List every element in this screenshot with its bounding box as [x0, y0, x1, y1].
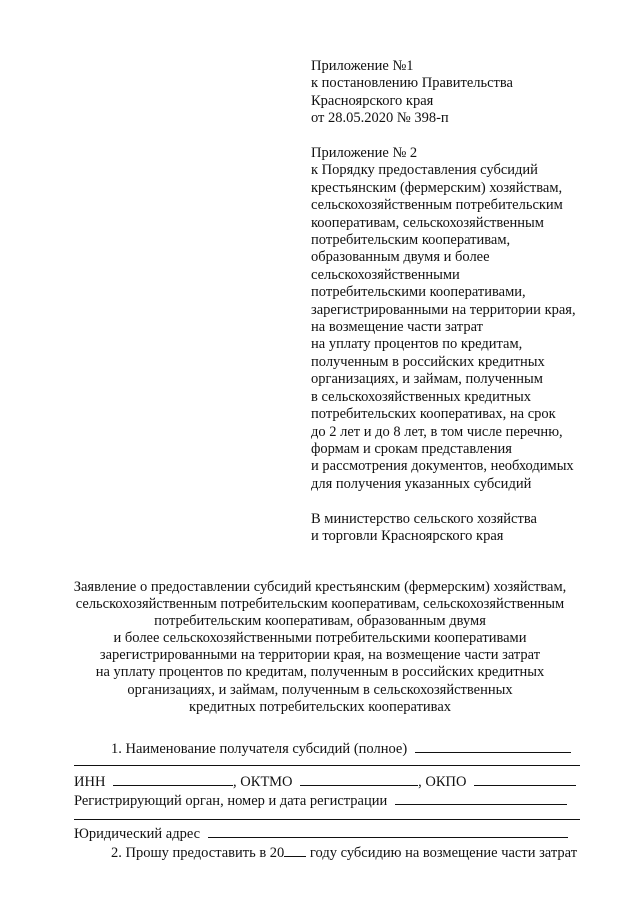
year-field[interactable]	[284, 842, 306, 857]
annex-2-line: на возмещение части затрат	[311, 319, 483, 336]
recipient-name-field[interactable]	[415, 738, 571, 753]
okpo-field[interactable]	[474, 771, 576, 786]
oktmo-field[interactable]	[300, 771, 418, 786]
legal-address-label: Юридический адрес	[74, 826, 201, 842]
item-2-text-start: 2. Прошу предоставить в 20	[111, 845, 285, 861]
annex-1-line: от 28.05.2020 № 398-п	[311, 110, 449, 127]
registration-line	[74, 790, 567, 810]
okpo-label: , ОКПО	[418, 774, 467, 790]
annex-2-line: сельскохозяйственным потребительским	[311, 197, 563, 214]
recipient-name-label: 1. Наименование получателя субсидий (полное)	[111, 741, 408, 757]
annex-2-line: кооперативам, сельскохозяйственным	[311, 214, 544, 231]
application-title-line: Заявление о предоставлении субсидий крестьянским (фермерским) хозяйствам,	[73, 579, 567, 595]
application-title-line: организациях, и займам, полученным в сельскохозяйственных	[127, 681, 513, 698]
registration-label: Регистрирующий орган, номер и дата регистрации	[74, 793, 388, 809]
legal-address-line	[74, 823, 568, 843]
item-1-line	[111, 738, 571, 758]
application-title-line: и более сельскохозяйственными потребительскими кооперативами	[113, 630, 527, 647]
annex-2-line: полученным в российских кредитных	[311, 353, 545, 370]
legal-address-field[interactable]	[208, 823, 568, 838]
annex-2-line: на уплату процентов по кредитам,	[311, 336, 523, 353]
annex-2-header	[311, 145, 576, 493]
item-2-line	[111, 842, 577, 862]
inn-field[interactable]	[113, 771, 233, 786]
annex-2-line: для получения указанных субсидий	[311, 475, 532, 492]
annex-2-line: зарегистрированными на территории края,	[311, 301, 576, 318]
registration-continuation-line[interactable]	[74, 819, 580, 820]
annex-2-line: потребительских кооперативах, на срок	[311, 406, 556, 423]
application-title-line: кредитных потребительских кооперативах	[188, 698, 452, 715]
recipient-name-continuation-line[interactable]	[74, 765, 580, 766]
annex-2-line: к Порядку предоставления субсидий	[311, 162, 538, 179]
annex-2-line: Приложение № 2	[311, 145, 418, 161]
annex-2-line: крестьянским (фермерским) хозяйствам,	[311, 179, 563, 196]
annex-2-line: потребительским кооперативам,	[311, 232, 511, 249]
annex-2-line: сельскохозяйственными	[311, 266, 460, 283]
annex-1-header	[311, 58, 513, 128]
addressee-line: и торговли Красноярского края	[311, 528, 504, 545]
annex-2-line: формам и срокам представления	[311, 440, 512, 457]
item-2-text-end: году субсидию на возмещение части затрат	[309, 845, 578, 861]
annex-2-line: до 2 лет и до 8 лет, в том числе перечню,	[311, 423, 563, 440]
annex-2-line: образованным двумя и более	[311, 249, 490, 266]
annex-1-line: к постановлению Правительства	[311, 75, 513, 92]
annex-2-line: организациях, и займам, полученным	[311, 371, 543, 388]
application-title-line: на уплату процентов по кредитам, полученным в российских кредитных	[95, 664, 545, 681]
application-title-line: зарегистрированными на территории края, на возмещение части затрат	[99, 647, 541, 664]
addressee	[311, 511, 537, 546]
registration-field[interactable]	[395, 790, 567, 805]
addressee-line: В министерство сельского хозяйства	[311, 511, 537, 527]
annex-2-line: потребительскими кооперативами,	[311, 284, 526, 301]
annex-2-line: и рассмотрения документов, необходимых	[311, 458, 574, 475]
application-title-line: сельскохозяйственным потребительским кооперативам, сельскохозяйственным	[75, 596, 565, 613]
application-title	[40, 579, 600, 716]
inn-label: ИНН	[74, 774, 106, 790]
annex-1-line: Красноярского края	[311, 92, 434, 109]
codes-line	[74, 771, 576, 791]
oktmo-label: , ОКТМО	[233, 774, 293, 790]
annex-2-line: в сельскохозяйственных кредитных	[311, 388, 531, 405]
annex-1-line: Приложение №1	[311, 58, 414, 74]
application-title-line: потребительским кооперативам, образованным двумя	[154, 613, 486, 630]
